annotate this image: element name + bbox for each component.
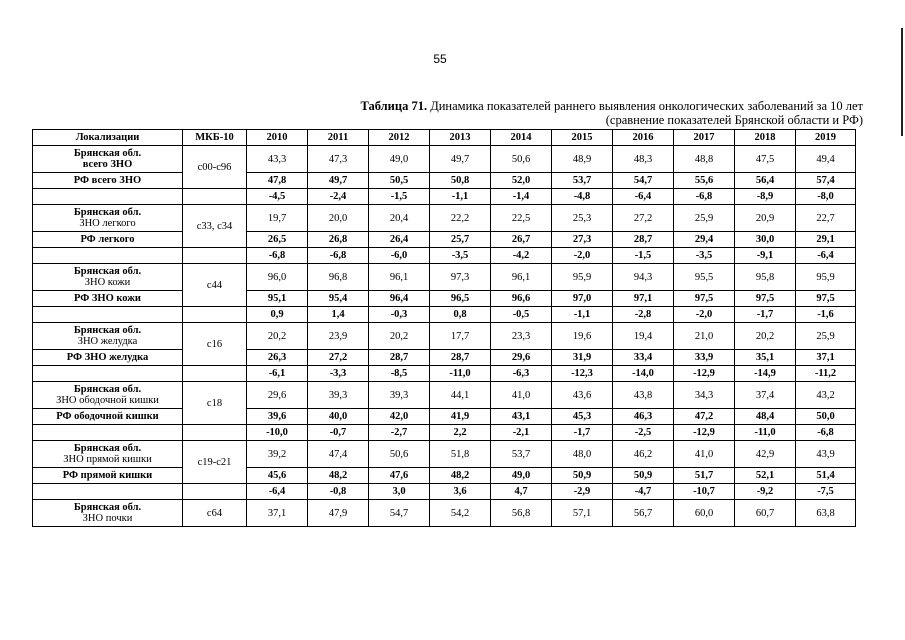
bryansk-value-cell: 19,7 [247, 205, 308, 232]
margin-rule [901, 28, 903, 136]
bryansk-value-cell: 94,3 [613, 264, 674, 291]
rf-value-cell: 35,1 [735, 350, 796, 366]
difference-empty-cell [183, 425, 247, 441]
rf-value-cell: 51,7 [674, 468, 735, 484]
rf-value-cell: 28,7 [613, 232, 674, 248]
bryansk-value-cell: 47,9 [308, 500, 369, 527]
rf-value-cell: 52,1 [735, 468, 796, 484]
bryansk-value-cell: 56,7 [613, 500, 674, 527]
rf-value-cell: 29,4 [674, 232, 735, 248]
difference-value-cell: -2,4 [308, 189, 369, 205]
difference-value-cell: -1,5 [369, 189, 430, 205]
rf-value-cell: 30,0 [735, 232, 796, 248]
location-line-2: ЗНО легкого [79, 218, 136, 229]
rf-location-cell: РФ ЗНО желудка [33, 350, 183, 366]
difference-value-cell: -6,8 [308, 248, 369, 264]
bryansk-value-cell: 95,9 [552, 264, 613, 291]
difference-value-cell: -2,0 [674, 307, 735, 323]
difference-value-cell: -1,1 [552, 307, 613, 323]
bryansk-value-cell: 42,9 [735, 441, 796, 468]
rf-value-cell: 48,4 [735, 409, 796, 425]
rf-value-cell: 29,6 [491, 350, 552, 366]
bryansk-value-cell: 19,6 [552, 323, 613, 350]
difference-value-cell: -2,1 [491, 425, 552, 441]
header-cell: Локализации [33, 130, 183, 146]
rf-value-cell: 53,7 [552, 173, 613, 189]
bryansk-value-cell: 48,9 [552, 146, 613, 173]
difference-value-cell: -0,3 [369, 307, 430, 323]
mkb-code-cell: с33, с34 [183, 205, 247, 248]
difference-value-cell: -3,5 [430, 248, 491, 264]
bryansk-value-cell: 23,3 [491, 323, 552, 350]
difference-value-cell: -1,7 [552, 425, 613, 441]
difference-value-cell: -1,5 [613, 248, 674, 264]
bryansk-value-cell: 60,0 [674, 500, 735, 527]
location-line-2: всего ЗНО [82, 159, 133, 170]
rf-value-cell: 28,7 [430, 350, 491, 366]
difference-value-cell: -1,4 [491, 189, 552, 205]
rf-value-cell: 54,7 [613, 173, 674, 189]
difference-value-cell: -1,7 [735, 307, 796, 323]
bryansk-value-cell: 34,3 [674, 382, 735, 409]
difference-value-cell: -12,9 [674, 425, 735, 441]
bryansk-value-cell: 53,7 [491, 441, 552, 468]
header-cell: МКБ-10 [183, 130, 247, 146]
rf-value-cell: 26,8 [308, 232, 369, 248]
rf-value-cell: 26,3 [247, 350, 308, 366]
bryansk-location-cell [33, 323, 183, 350]
rf-value-cell: 97,5 [735, 291, 796, 307]
rf-value-cell: 50,8 [430, 173, 491, 189]
bryansk-value-cell: 43,6 [552, 382, 613, 409]
bryansk-value-cell: 47,5 [735, 146, 796, 173]
bryansk-value-cell: 60,7 [735, 500, 796, 527]
location-line-1: Брянская обл. [73, 502, 142, 513]
rf-value-cell: 26,7 [491, 232, 552, 248]
difference-value-cell: -4,5 [247, 189, 308, 205]
difference-empty-cell [33, 248, 183, 264]
bryansk-value-cell: 25,9 [674, 205, 735, 232]
difference-value-cell: 3,0 [369, 484, 430, 500]
header-cell: 2013 [430, 130, 491, 146]
difference-value-cell: -12,3 [552, 366, 613, 382]
location-line-2: ЗНО прямой кишки [63, 454, 152, 465]
difference-value-cell: -0,5 [491, 307, 552, 323]
difference-empty-cell [183, 307, 247, 323]
difference-empty-cell [33, 366, 183, 382]
caption-title-line [360, 99, 863, 113]
bryansk-row [33, 382, 856, 409]
difference-value-cell: 2,2 [430, 425, 491, 441]
bryansk-value-cell: 48,0 [552, 441, 613, 468]
bryansk-value-cell: 22,2 [430, 205, 491, 232]
bryansk-value-cell: 20,2 [369, 323, 430, 350]
rf-value-cell: 49,7 [308, 173, 369, 189]
difference-value-cell: -12,9 [674, 366, 735, 382]
difference-value-cell: -2,7 [369, 425, 430, 441]
difference-empty-cell [183, 366, 247, 382]
location-line-2: ЗНО желудка [77, 336, 138, 347]
rf-value-cell: 95,1 [247, 291, 308, 307]
difference-value-cell: -2,8 [613, 307, 674, 323]
difference-value-cell: -6,0 [369, 248, 430, 264]
bryansk-value-cell: 48,3 [613, 146, 674, 173]
bryansk-value-cell: 54,2 [430, 500, 491, 527]
rf-value-cell: 96,5 [430, 291, 491, 307]
difference-empty-cell [33, 484, 183, 500]
header-cell: 2018 [735, 130, 796, 146]
difference-row [33, 248, 856, 264]
bryansk-value-cell: 44,1 [430, 382, 491, 409]
bryansk-row [33, 441, 856, 468]
bryansk-value-cell: 96,0 [247, 264, 308, 291]
bryansk-value-cell: 54,7 [369, 500, 430, 527]
mkb-code-cell: с16 [183, 323, 247, 366]
bryansk-value-cell: 17,7 [430, 323, 491, 350]
header-cell: 2016 [613, 130, 674, 146]
header-cell: 2015 [552, 130, 613, 146]
difference-value-cell: -4,2 [491, 248, 552, 264]
bryansk-row [33, 500, 856, 527]
rf-value-cell: 25,7 [430, 232, 491, 248]
rf-value-cell: 49,0 [491, 468, 552, 484]
bryansk-value-cell: 22,5 [491, 205, 552, 232]
difference-value-cell: -9,2 [735, 484, 796, 500]
rf-row [33, 232, 856, 248]
rf-value-cell: 45,3 [552, 409, 613, 425]
bryansk-value-cell: 20,2 [247, 323, 308, 350]
difference-value-cell: -0,7 [308, 425, 369, 441]
difference-value-cell: -14,0 [613, 366, 674, 382]
difference-value-cell: -9,1 [735, 248, 796, 264]
bryansk-value-cell: 27,2 [613, 205, 674, 232]
rf-value-cell: 95,4 [308, 291, 369, 307]
location-line-2: ЗНО почки [82, 513, 133, 524]
difference-value-cell: -2,0 [552, 248, 613, 264]
difference-value-cell: -14,9 [735, 366, 796, 382]
rf-value-cell: 29,1 [796, 232, 856, 248]
difference-row [33, 484, 856, 500]
bryansk-value-cell: 20,0 [308, 205, 369, 232]
rf-location-cell: РФ всего ЗНО [33, 173, 183, 189]
rf-value-cell: 26,4 [369, 232, 430, 248]
difference-value-cell: 0,9 [247, 307, 308, 323]
bryansk-value-cell: 19,4 [613, 323, 674, 350]
rf-value-cell: 37,1 [796, 350, 856, 366]
bryansk-value-cell: 49,0 [369, 146, 430, 173]
rf-value-cell: 31,9 [552, 350, 613, 366]
rf-value-cell: 27,2 [308, 350, 369, 366]
bryansk-value-cell: 25,3 [552, 205, 613, 232]
bryansk-value-cell: 43,2 [796, 382, 856, 409]
bryansk-value-cell: 20,9 [735, 205, 796, 232]
rf-location-cell: РФ легкого [33, 232, 183, 248]
rf-row [33, 173, 856, 189]
mkb-code-cell: с64 [183, 500, 247, 527]
rf-value-cell: 97,1 [613, 291, 674, 307]
difference-value-cell: 1,4 [308, 307, 369, 323]
rf-value-cell: 27,3 [552, 232, 613, 248]
mkb-code-cell: с44 [183, 264, 247, 307]
rf-value-cell: 33,4 [613, 350, 674, 366]
rf-value-cell: 47,2 [674, 409, 735, 425]
bryansk-value-cell: 37,4 [735, 382, 796, 409]
bryansk-value-cell: 49,7 [430, 146, 491, 173]
rf-value-cell: 41,9 [430, 409, 491, 425]
bryansk-location-cell [33, 382, 183, 409]
bryansk-value-cell: 41,0 [674, 441, 735, 468]
bryansk-value-cell: 95,9 [796, 264, 856, 291]
difference-value-cell: -11,2 [796, 366, 856, 382]
rf-row [33, 291, 856, 307]
bryansk-location-cell [33, 441, 183, 468]
difference-value-cell: -8,5 [369, 366, 430, 382]
bryansk-location-cell [33, 264, 183, 291]
difference-value-cell: 0,8 [430, 307, 491, 323]
bryansk-value-cell: 50,6 [369, 441, 430, 468]
difference-value-cell: -11,0 [430, 366, 491, 382]
difference-value-cell: -3,3 [308, 366, 369, 382]
bryansk-value-cell: 20,2 [735, 323, 796, 350]
rf-value-cell: 56,4 [735, 173, 796, 189]
rf-value-cell: 39,6 [247, 409, 308, 425]
bryansk-value-cell: 46,2 [613, 441, 674, 468]
bryansk-location-cell [33, 146, 183, 173]
caption-title: Динамика показателей раннего выявления онкологических заболеваний за 10 лет [427, 99, 863, 113]
location-line-2: ЗНО кожи [84, 277, 131, 288]
rf-value-cell: 43,1 [491, 409, 552, 425]
bryansk-value-cell: 43,3 [247, 146, 308, 173]
rf-location-cell: РФ ободочной кишки [33, 409, 183, 425]
bryansk-value-cell: 57,1 [552, 500, 613, 527]
bryansk-value-cell: 96,1 [491, 264, 552, 291]
rf-value-cell: 50,9 [613, 468, 674, 484]
bryansk-row [33, 323, 856, 350]
bryansk-value-cell: 39,3 [308, 382, 369, 409]
bryansk-value-cell: 63,8 [796, 500, 856, 527]
bryansk-value-cell: 39,2 [247, 441, 308, 468]
rf-value-cell: 28,7 [369, 350, 430, 366]
rf-value-cell: 52,0 [491, 173, 552, 189]
rf-location-cell: РФ ЗНО кожи [33, 291, 183, 307]
bryansk-value-cell: 48,8 [674, 146, 735, 173]
bryansk-value-cell: 21,0 [674, 323, 735, 350]
rf-value-cell: 50,5 [369, 173, 430, 189]
difference-empty-cell [183, 189, 247, 205]
difference-empty-cell [183, 484, 247, 500]
bryansk-value-cell: 39,3 [369, 382, 430, 409]
difference-value-cell: -10,7 [674, 484, 735, 500]
rf-value-cell: 96,6 [491, 291, 552, 307]
difference-value-cell: -4,7 [613, 484, 674, 500]
bryansk-value-cell: 37,1 [247, 500, 308, 527]
data-table [32, 129, 856, 527]
bryansk-value-cell: 43,8 [613, 382, 674, 409]
rf-value-cell: 48,2 [308, 468, 369, 484]
difference-value-cell: -1,1 [430, 189, 491, 205]
bryansk-value-cell: 50,6 [491, 146, 552, 173]
bryansk-row [33, 264, 856, 291]
location-line-1: Брянская обл. [73, 148, 142, 159]
difference-value-cell: -11,0 [735, 425, 796, 441]
rf-value-cell: 42,0 [369, 409, 430, 425]
rf-value-cell: 47,6 [369, 468, 430, 484]
bryansk-location-cell [33, 205, 183, 232]
difference-value-cell: -6,4 [613, 189, 674, 205]
bryansk-row [33, 146, 856, 173]
difference-value-cell: -6,8 [247, 248, 308, 264]
difference-value-cell: -6,3 [491, 366, 552, 382]
table-caption [360, 99, 863, 127]
difference-row [33, 366, 856, 382]
location-line-1: Брянская обл. [73, 443, 142, 454]
difference-row [33, 189, 856, 205]
mkb-code-cell: с19-с21 [183, 441, 247, 484]
difference-value-cell: -4,8 [552, 189, 613, 205]
header-cell: 2011 [308, 130, 369, 146]
bryansk-value-cell: 95,8 [735, 264, 796, 291]
bryansk-value-cell: 51,8 [430, 441, 491, 468]
bryansk-value-cell: 25,9 [796, 323, 856, 350]
location-line-1: Брянская обл. [73, 266, 142, 277]
difference-value-cell: -2,5 [613, 425, 674, 441]
mkb-code-cell: с00-с96 [183, 146, 247, 189]
rf-value-cell: 57,4 [796, 173, 856, 189]
rf-value-cell: 26,5 [247, 232, 308, 248]
bryansk-value-cell: 96,1 [369, 264, 430, 291]
difference-value-cell: -1,6 [796, 307, 856, 323]
difference-empty-cell [33, 189, 183, 205]
difference-value-cell: -3,5 [674, 248, 735, 264]
page-number: 55 [433, 52, 447, 66]
rf-row [33, 409, 856, 425]
rf-value-cell: 46,3 [613, 409, 674, 425]
rf-value-cell: 45,6 [247, 468, 308, 484]
header-cell: 2014 [491, 130, 552, 146]
caption-subtitle: (сравнение показателей Брянской области и РФ) [605, 113, 863, 127]
rf-row [33, 350, 856, 366]
bryansk-value-cell: 49,4 [796, 146, 856, 173]
difference-empty-cell [183, 248, 247, 264]
bryansk-location-cell [33, 500, 183, 527]
bryansk-value-cell: 29,6 [247, 382, 308, 409]
difference-value-cell: -10,0 [247, 425, 308, 441]
difference-value-cell: -8,9 [735, 189, 796, 205]
difference-value-cell: -6,8 [796, 425, 856, 441]
location-line-1: Брянская обл. [73, 207, 142, 218]
header-cell: 2012 [369, 130, 430, 146]
bryansk-value-cell: 56,8 [491, 500, 552, 527]
bryansk-row [33, 205, 856, 232]
difference-empty-cell [33, 307, 183, 323]
difference-value-cell: -0,8 [308, 484, 369, 500]
bryansk-value-cell: 97,3 [430, 264, 491, 291]
rf-value-cell: 97,0 [552, 291, 613, 307]
difference-value-cell: -2,9 [552, 484, 613, 500]
difference-value-cell: 4,7 [491, 484, 552, 500]
bryansk-value-cell: 41,0 [491, 382, 552, 409]
bryansk-value-cell: 23,9 [308, 323, 369, 350]
bryansk-value-cell: 20,4 [369, 205, 430, 232]
bryansk-value-cell: 95,5 [674, 264, 735, 291]
difference-row [33, 307, 856, 323]
rf-value-cell: 96,4 [369, 291, 430, 307]
difference-value-cell: -6,8 [674, 189, 735, 205]
difference-value-cell: 3,6 [430, 484, 491, 500]
bryansk-value-cell: 96,8 [308, 264, 369, 291]
header-cell: 2019 [796, 130, 856, 146]
difference-value-cell: -8,0 [796, 189, 856, 205]
header-row [33, 130, 856, 146]
rf-row [33, 468, 856, 484]
difference-row [33, 425, 856, 441]
rf-value-cell: 51,4 [796, 468, 856, 484]
rf-value-cell: 97,5 [796, 291, 856, 307]
mkb-code-cell: с18 [183, 382, 247, 425]
rf-value-cell: 33,9 [674, 350, 735, 366]
header-cell: 2010 [247, 130, 308, 146]
rf-value-cell: 47,8 [247, 173, 308, 189]
rf-value-cell: 50,0 [796, 409, 856, 425]
caption-label: Таблица 71. [360, 99, 428, 113]
difference-value-cell: -6,1 [247, 366, 308, 382]
difference-value-cell: -6,4 [796, 248, 856, 264]
rf-location-cell: РФ прямой кишки [33, 468, 183, 484]
bryansk-value-cell: 47,4 [308, 441, 369, 468]
rf-value-cell: 97,5 [674, 291, 735, 307]
difference-value-cell: -6,4 [247, 484, 308, 500]
location-line-1: Брянская обл. [73, 384, 142, 395]
rf-value-cell: 40,0 [308, 409, 369, 425]
rf-value-cell: 48,2 [430, 468, 491, 484]
rf-value-cell: 55,6 [674, 173, 735, 189]
location-line-1: Брянская обл. [73, 325, 142, 336]
location-line-2: ЗНО ободочной кишки [56, 395, 159, 406]
bryansk-value-cell: 22,7 [796, 205, 856, 232]
bryansk-value-cell: 47,3 [308, 146, 369, 173]
header-cell: 2017 [674, 130, 735, 146]
difference-empty-cell [33, 425, 183, 441]
rf-value-cell: 50,9 [552, 468, 613, 484]
difference-value-cell: -7,5 [796, 484, 856, 500]
bryansk-value-cell: 43,9 [796, 441, 856, 468]
